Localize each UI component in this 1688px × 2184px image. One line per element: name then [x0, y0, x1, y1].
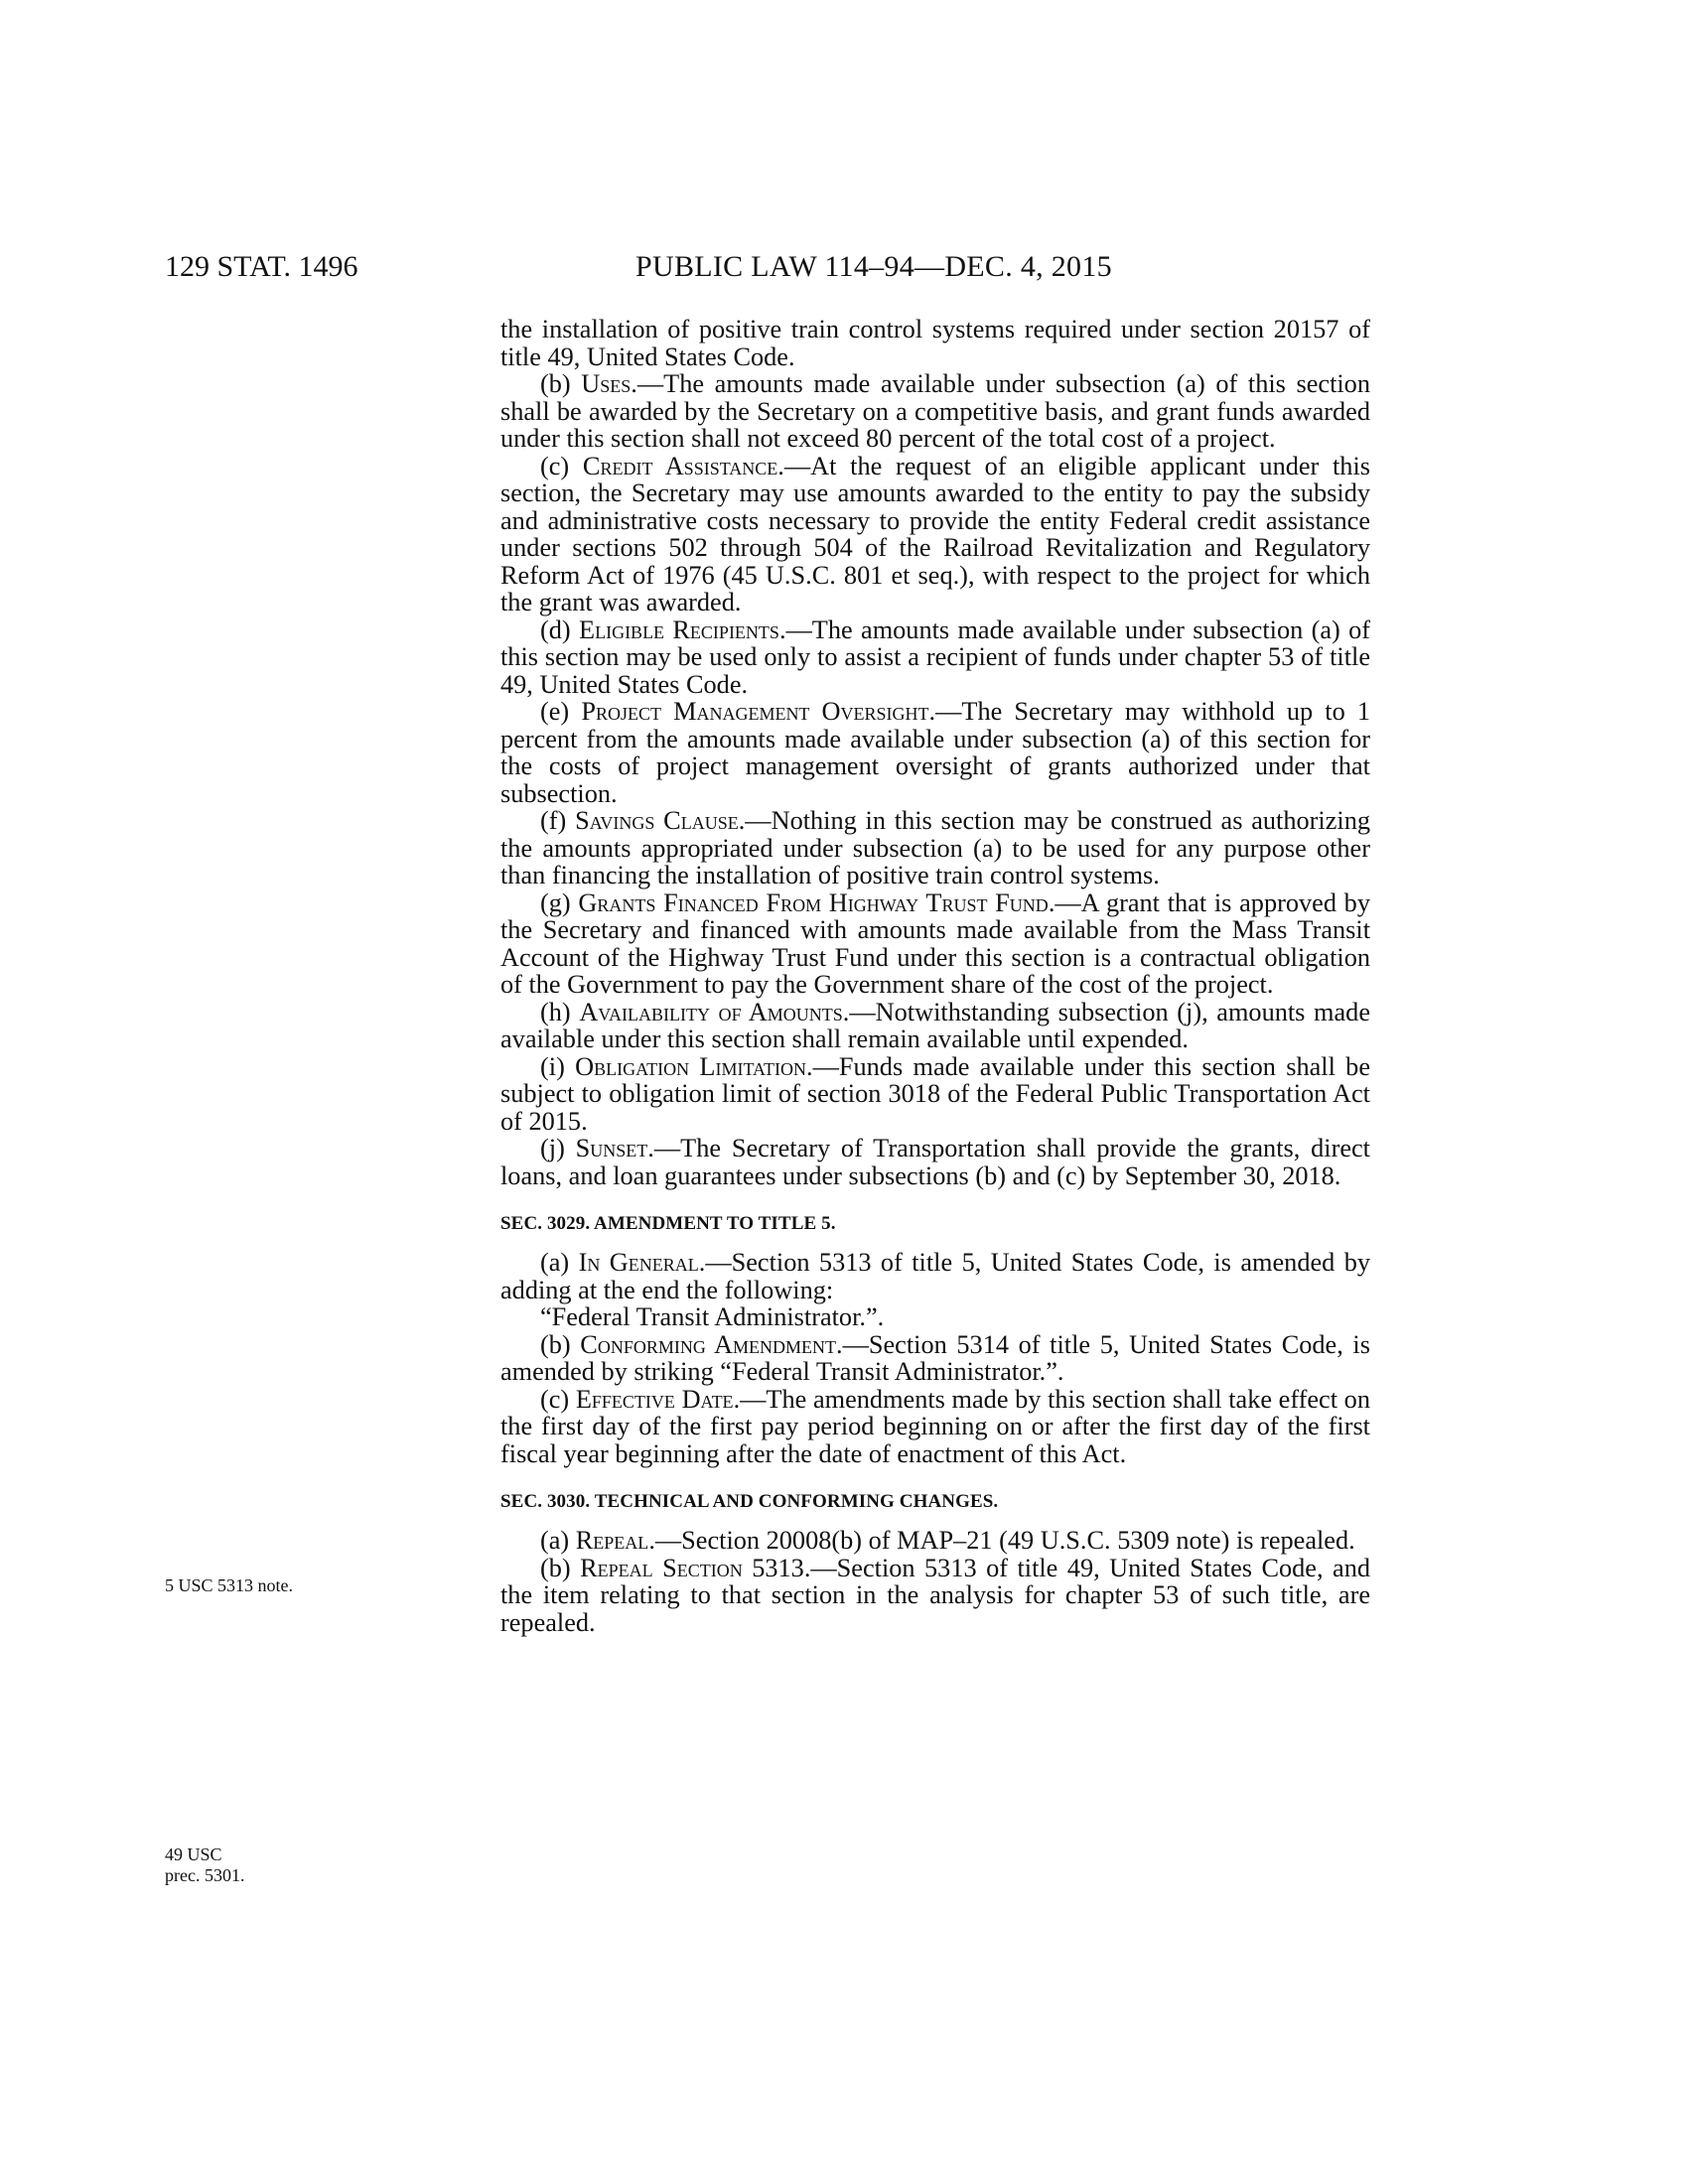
subsection-heading: Credit Assistance [582, 451, 778, 480]
sec3030-subsection-a: (a) Repeal.—Section 20008(b) of MAP–21 (49 U.S.C. 5309 note) is repealed. [540, 1526, 1355, 1555]
subsection-h-availability-of-amounts: (h) Availability of Amounts.—Notwithstanding subsection (j), amounts made available under this section shall remain available until expended. [500, 997, 1370, 1053]
sec3030-subsection-b: (b) Repeal Section 5313.—Section 5313 of title 49, United States Code, and the item relating to that section in the analysis for chapter 53 of such title, are repealed. [500, 1553, 1370, 1637]
subsection-b-uses: (b) Uses.—The amounts made available under subsection (a) of this section shall be awarded by the Secretary on a competitive basis, and grant funds awarded under this section shall not exceed 80 percent of the total cost of a project. [500, 369, 1370, 453]
subsection-heading: Uses [581, 369, 632, 398]
subsection-heading: Conforming Amendment [580, 1329, 837, 1359]
page-header [0, 250, 1688, 290]
sec3029-subsection-c: (c) Effective Date.—The amendments made by this section shall take effect on the first day of the first pay period beginning on or after the first day of the first fiscal year beginning after the date of enactment of this Act. [500, 1384, 1370, 1468]
subsection-heading: Project Management Oversight [581, 697, 929, 726]
subsection-heading: Eligible Recipients [579, 614, 779, 644]
margin-note-5-usc-5313: 5 USC 5313 note. [165, 1575, 294, 1595]
body-text [500, 316, 1370, 1636]
subsection-heading: Sunset [575, 1134, 648, 1162]
section-3029-heading: SEC. 3029. AMENDMENT TO TITLE 5. [500, 1213, 836, 1234]
subsection-heading: In General [578, 1248, 699, 1277]
subsection-c-credit-assistance: (c) Credit Assistance.—At the request of an eligible applicant under this section, the Secretary may use amounts awarded to the entity to pay the subsidy and administrative costs necessary to provide the entity Federal credit assistance under sections 502 through 504 of the Railroad Revitalization and Regulatory Reform Act of 1976 (45 U.S.C. 801 et seq.), with respect to the project for which the grant was awarded. [500, 451, 1370, 616]
sec3029-subsection-a: (a) In General.—Section 5313 of title 5, United States Code, is amended by adding at the end the following: [500, 1248, 1370, 1304]
subsection-j-sunset: (j) Sunset.—The Secretary of Transportation shall provide the grants, direct loans, and loan guarantees under subsections (b) and (c) by September 30, 2018. [500, 1134, 1370, 1190]
subsection-heading: Effective Date [575, 1384, 734, 1414]
spacer [500, 1513, 1370, 1527]
spacer [500, 1189, 1370, 1213]
sec3029-subsection-b: (b) Conforming Amendment.—Section 5314 of title 5, United States Code, is amended by striking “Federal Transit Administrator.”. [500, 1329, 1370, 1386]
subsection-g-grants-financed: (g) Grants Financed From Highway Trust Fund.—A grant that is approved by the Secretary and financed with amounts made available from the Mass Transit Account of the Highway Trust Fund under this section is a contractual obligation of the Government to pay the Government share of the cost of the project. [500, 887, 1370, 999]
margin-note-prec-5301: prec. 5301. [165, 1865, 245, 1885]
running-head: PUBLIC LAW 114–94—DEC. 4, 2015 [635, 250, 1112, 283]
subsection-heading: Availability of Amounts [579, 997, 843, 1026]
subsection-heading: Savings Clause [575, 806, 739, 835]
stat-reference: 129 STAT. 1496 [165, 250, 358, 283]
subsection-heading: Obligation Limitation [575, 1051, 807, 1081]
subsection-d-eligible-recipients: (d) Eligible Recipients.—The amounts made available under subsection (a) of this section may be used only to assist a recipient of funds under chapter 53 of title 49, United States Code. [500, 614, 1371, 699]
section-3030-heading: SEC. 3030. TECHNICAL AND CONFORMING CHANGES. [500, 1491, 999, 1512]
subsection-e-project-management-oversight: (e) Project Management Oversight.—The Secretary may withhold up to 1 percent from the amounts made available under subsection (a) of this section for the costs of project management oversight of grants authorized under that subsection. [500, 697, 1370, 808]
intro-paragraph: the installation of positive train control systems required under section 20157 of title 49, United States Code. [500, 315, 1370, 371]
subsection-heading: Repeal Section 5313 [580, 1553, 804, 1582]
spacer [500, 1467, 1370, 1491]
subsection-heading: Repeal [575, 1526, 649, 1555]
spacer [500, 1235, 1370, 1249]
margin-note-49-usc: 49 USC [165, 1844, 222, 1864]
subsection-heading: Grants Financed From Highway Trust Fund [578, 887, 1049, 917]
subsection-i-obligation-limitation: (i) Obligation Limitation.—Funds made available under this section shall be subject to obligation limit of section 3018 of the Federal Public Transportation Act of 2015. [500, 1051, 1370, 1136]
sec3029-quoted-text: “Federal Transit Administrator.”. [540, 1302, 885, 1331]
subsection-f-savings-clause: (f) Savings Clause.—Nothing in this section may be construed as authorizing the amounts appropriated under subsection (a) to be used for any purpose other than financing the installation of positive train control systems. [500, 806, 1370, 889]
